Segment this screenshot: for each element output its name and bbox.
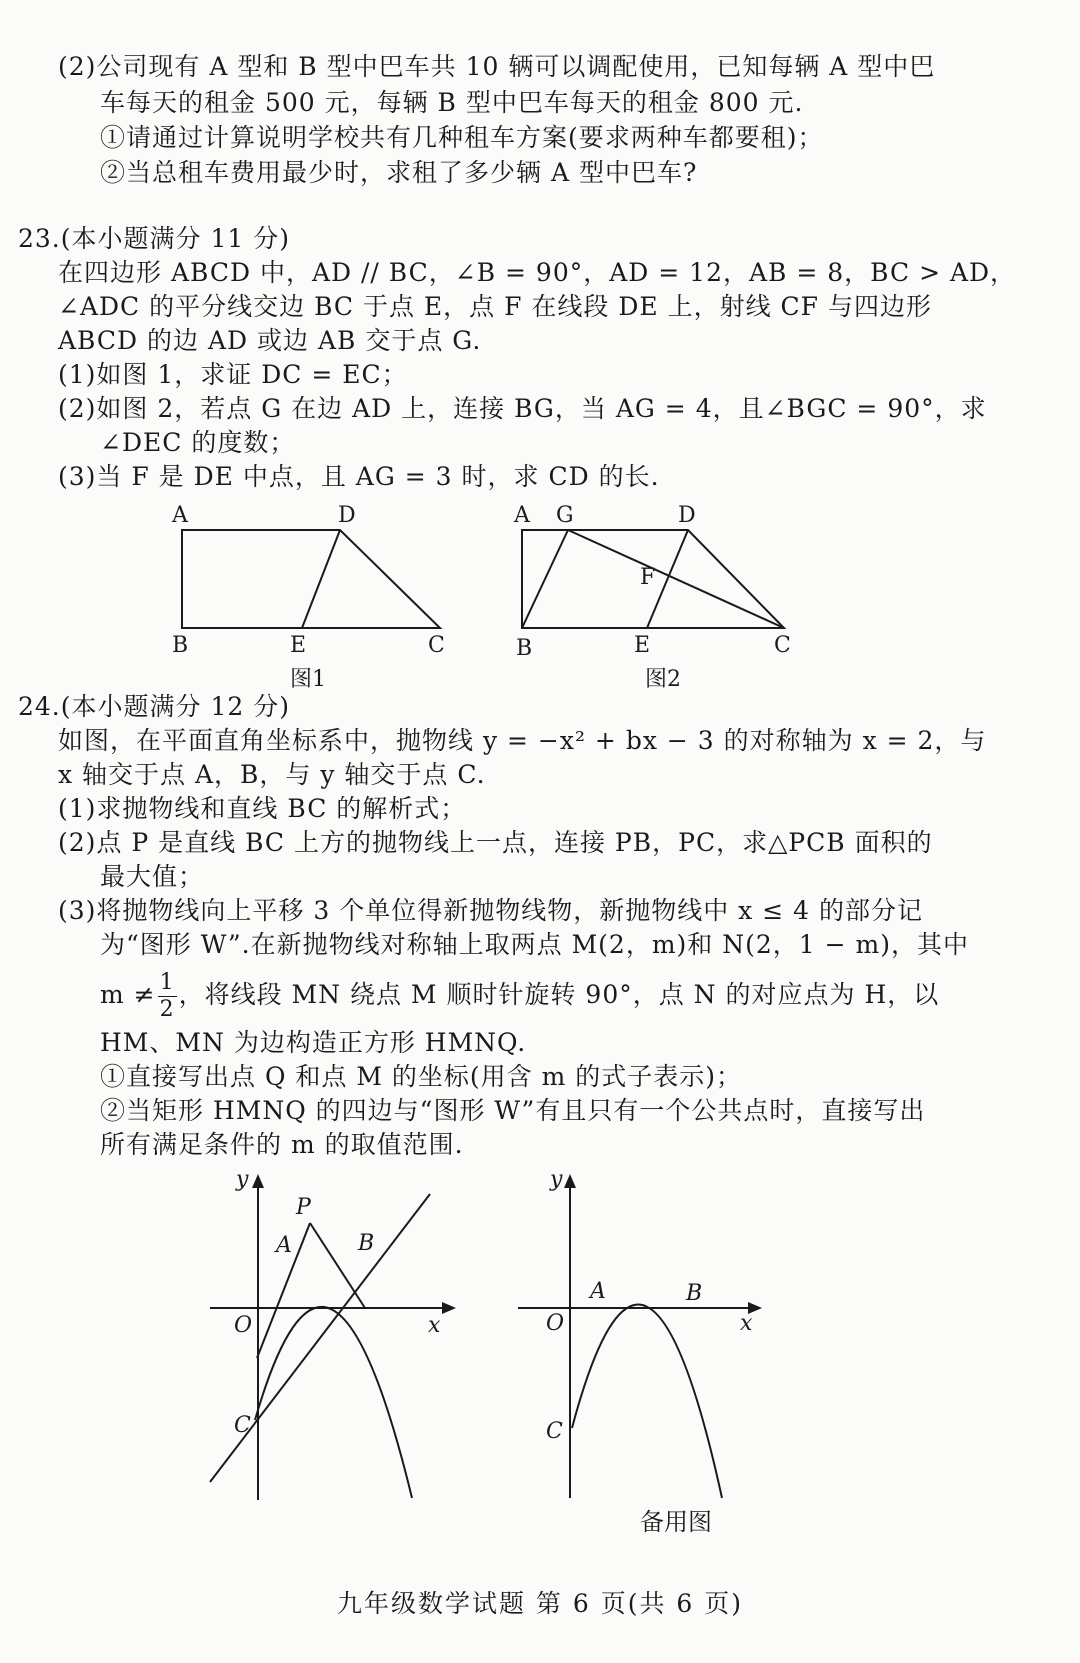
- q24-m-neq: m ≠: [100, 980, 156, 1009]
- fraction-numerator: 1: [159, 970, 175, 995]
- page-footer: 九年级数学试题 第 6 页(共 6 页): [336, 1589, 744, 1618]
- q24-part-3c-rest: ，将线段 MN 绕点 M 顺时针旋转 90°，点 N 的对应点为 H，以: [178, 980, 940, 1009]
- q24-sub-1: ①直接写出点 Q 和点 M 的坐标(用含 m 的式子表示)；: [100, 1062, 742, 1091]
- graph1-label-a: A: [276, 1233, 292, 1258]
- q24-sub-2a: ②当矩形 HMNQ 的四边与“图形 W”有且只有一个公共点时，直接写出: [100, 1096, 926, 1125]
- q23-figure-2: [510, 500, 830, 670]
- q24-part-3d: HM、MN 为边构造正方形 HMNQ.: [100, 1028, 527, 1057]
- q23-part-2b: ∠DEC 的度数；: [100, 428, 296, 457]
- graph1-y-arrow: [252, 1174, 264, 1188]
- q24-stem-1: 如图，在平面直角坐标系中，抛物线 y = −x² + bx − 3 的对称轴为 x = 2，与: [58, 726, 987, 755]
- fig1-label-b: B: [172, 633, 189, 658]
- graph2-label-c: C: [546, 1419, 563, 1444]
- fig1-caption: 图1: [290, 667, 326, 692]
- q24-part-2a: (2)点 P 是直线 BC 上方的抛物线上一点，连接 PB，PC，求△PCB 面积的: [58, 828, 933, 857]
- q24-graph-2: [510, 1170, 790, 1510]
- quadrilateral-abcd: [182, 530, 440, 628]
- fig2-label-g: G: [556, 503, 574, 528]
- q24-graph-1: [200, 1170, 480, 1510]
- graph2-caption: 备用图: [640, 1508, 712, 1536]
- q24-part-3b: 为“图形 W”.在新抛物线对称轴上取两点 M(2，m)和 N(2，1 − m)，其中: [100, 930, 969, 959]
- fig2-caption: 图2: [645, 667, 681, 692]
- fig1-label-d: D: [338, 503, 356, 528]
- graph2-y-arrow: [564, 1174, 576, 1188]
- fig1-label-e: E: [290, 633, 307, 658]
- q22-line-2: 车每天的租金 500 元，每辆 B 型中巴车每天的租金 800 元.: [100, 88, 804, 117]
- graph1-label-b: B: [358, 1231, 375, 1256]
- q24-part-2b: 最大值；: [100, 862, 205, 891]
- graph1-label-c: C: [234, 1413, 251, 1438]
- q23-part-2a: (2)如图 2，若点 G 在边 AD 上，连接 BG，当 AG = 4，且∠BGC = 90°，求: [58, 394, 987, 423]
- q23-header: 23.(本小题满分 11 分): [18, 224, 290, 253]
- q22-line-1: (2)公司现有 A 型和 B 型中巴车共 10 辆可以调配使用，已知每辆 A 型中巴: [58, 52, 936, 81]
- graph1-segment-pb: [310, 1223, 365, 1308]
- fig2-label-b: B: [516, 636, 533, 661]
- graph1-label-o: O: [234, 1313, 253, 1338]
- graph2-label-y: y: [550, 1170, 563, 1192]
- q24-sub-2b: 所有满足条件的 m 的取值范围.: [100, 1130, 464, 1159]
- fig2-label-c: C: [774, 633, 791, 658]
- graph2-label-o: O: [546, 1311, 565, 1336]
- q24-part-3a: (3)将抛物线向上平移 3 个单位得新抛物线物，新抛物线中 x ≤ 4 的部分记: [58, 896, 923, 925]
- q23-figure-1: [160, 500, 480, 670]
- q22-line-3: ①请通过计算说明学校共有几种租车方案(要求两种车都要租)；: [100, 123, 824, 152]
- fig2-label-d: D: [678, 503, 696, 528]
- graph2-label-a: A: [590, 1279, 606, 1304]
- graph1-x-arrow: [442, 1302, 456, 1314]
- q23-stem-2: ∠ADC 的平分线交边 BC 于点 E，点 F 在线段 DE 上，射线 CF 与四边形: [58, 292, 932, 321]
- fig2-label-a: A: [514, 503, 530, 528]
- q23-part-1: (1)如图 1，求证 DC = EC；: [58, 360, 408, 389]
- segment-bg: [522, 530, 568, 628]
- q22-line-4: ②当总租车费用最少时，求租了多少辆 A 型中巴车?: [100, 158, 698, 187]
- q23-stem-3: ABCD 的边 AD 或边 AB 交于点 G.: [58, 326, 482, 355]
- fig2-label-e: E: [634, 633, 651, 658]
- segment-de: [302, 530, 340, 628]
- graph1-label-y: y: [236, 1170, 249, 1192]
- graph2-label-x: x: [740, 1311, 753, 1336]
- q23-part-3: (3)当 F 是 DE 中点，且 AG = 3 时，求 CD 的长.: [58, 462, 660, 491]
- fraction-one-half: [158, 970, 177, 1023]
- q24-part-3c: [100, 970, 939, 1023]
- fig1-label-a: A: [172, 503, 188, 528]
- graph1-parabola: [255, 1307, 412, 1498]
- graph2-parabola: [572, 1305, 722, 1498]
- fig2-label-f: F: [640, 565, 656, 590]
- graph2-label-b: B: [686, 1281, 703, 1306]
- q24-stem-2: x 轴交于点 A，B，与 y 轴交于点 C.: [58, 760, 486, 789]
- q23-stem-1: 在四边形 ABCD 中，AD // BC，∠B = 90°，AD = 12，AB = 8，BC > AD，: [58, 258, 1017, 287]
- graph1-label-x: x: [428, 1313, 441, 1338]
- fig1-label-c: C: [428, 633, 445, 658]
- fraction-denominator: 2: [159, 997, 175, 1022]
- q24-header: 24.(本小题满分 12 分): [18, 692, 290, 721]
- q24-part-1: (1)求抛物线和直线 BC 的解析式；: [58, 794, 467, 823]
- graph1-label-p: P: [296, 1195, 311, 1220]
- segment-gc: [568, 530, 784, 628]
